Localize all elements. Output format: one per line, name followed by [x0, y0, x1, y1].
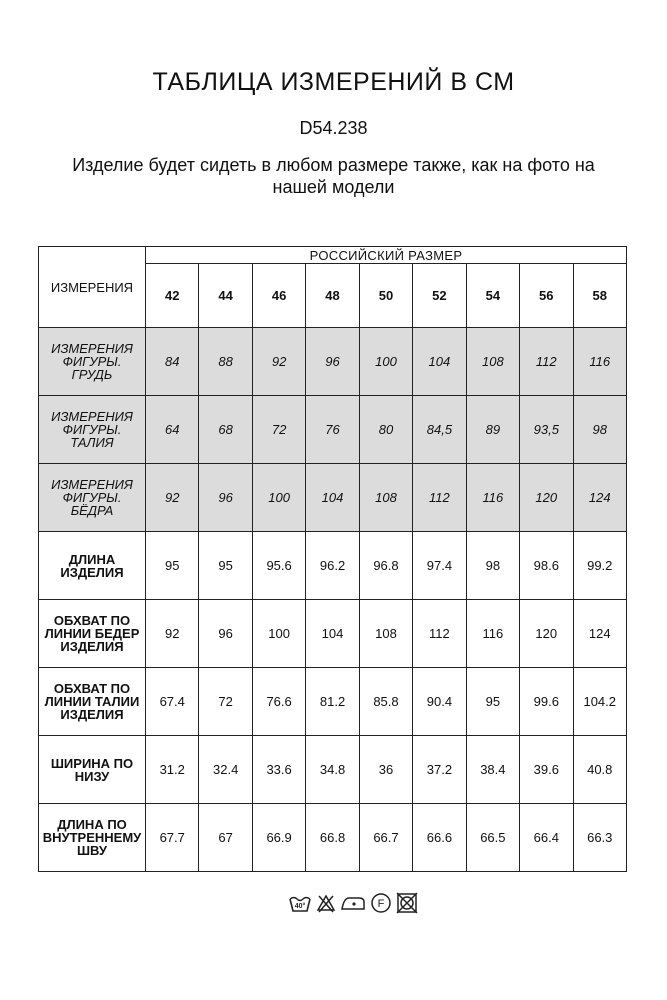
table-cell: 66.5	[466, 804, 519, 872]
table-cell: 67.4	[146, 668, 199, 736]
table-cell: 96	[199, 600, 252, 668]
table-cell: 72	[252, 396, 305, 464]
table-cell: 76.6	[252, 668, 305, 736]
measurements-header: ИЗМЕРЕНИЯ	[39, 247, 146, 328]
table-cell: 67	[199, 804, 252, 872]
table-cell: 120	[520, 600, 573, 668]
table-cell: 72	[199, 668, 252, 736]
table-cell: 31.2	[146, 736, 199, 804]
table-row	[39, 804, 627, 872]
row-label: ИЗМЕРЕНИЯ ФИГУРЫ. ТАЛИЯ	[39, 396, 146, 464]
table-cell: 100	[252, 600, 305, 668]
table-cell: 66.6	[413, 804, 466, 872]
dry-clean-f-icon	[370, 892, 392, 919]
table-cell: 116	[466, 600, 519, 668]
article-code: D54.238	[299, 118, 368, 138]
table-row	[39, 328, 627, 396]
table-cell: 95	[146, 532, 199, 600]
table-cell: 112	[413, 600, 466, 668]
table-cell: 67.7	[146, 804, 199, 872]
table-cell: 95	[199, 532, 252, 600]
table-cell: 104	[413, 328, 466, 396]
svg-text:40°: 40°	[294, 902, 306, 910]
table-cell: 124	[573, 464, 627, 532]
do-not-bleach-icon	[316, 893, 336, 918]
row-label: ШИРИНА ПО НИЗУ	[39, 736, 146, 804]
table-cell: 96.2	[306, 532, 359, 600]
size-column-header: 52	[413, 264, 466, 328]
page-title: ТАБЛИЦА ИЗМЕРЕНИЙ В СМ	[152, 68, 515, 96]
table-cell: 66.4	[520, 804, 573, 872]
table-cell: 124	[573, 600, 627, 668]
table-cell: 66.8	[306, 804, 359, 872]
table-cell: 36	[359, 736, 412, 804]
table-cell: 99.2	[573, 532, 627, 600]
table-cell: 32.4	[199, 736, 252, 804]
table-cell: 68	[199, 396, 252, 464]
table-cell: 81.2	[306, 668, 359, 736]
table-row	[39, 600, 627, 668]
svg-text:F: F	[377, 897, 385, 910]
row-label: ДЛИНА ПО ВНУТРЕННЕМУ ШВУ	[39, 804, 146, 872]
table-cell: 93,5	[520, 396, 573, 464]
table-cell: 38.4	[466, 736, 519, 804]
table-row	[39, 532, 627, 600]
table-cell: 108	[359, 600, 412, 668]
size-column-header: 44	[199, 264, 252, 328]
table-row	[39, 464, 627, 532]
table-cell: 34.8	[306, 736, 359, 804]
table-cell: 108	[359, 464, 412, 532]
table-cell: 66.9	[252, 804, 305, 872]
row-label: ОБХВАТ ПО ЛИНИИ ТАЛИИ ИЗДЕЛИЯ	[39, 668, 146, 736]
row-label: ИЗМЕРЕНИЯ ФИГУРЫ. БЁДРА	[39, 464, 146, 532]
row-label: ОБХВАТ ПО ЛИНИИ БЕДЕР ИЗДЕЛИЯ	[39, 600, 146, 668]
size-column-header: 46	[252, 264, 305, 328]
table-cell: 84	[146, 328, 199, 396]
table-cell: 96	[306, 328, 359, 396]
table-cell: 95	[466, 668, 519, 736]
row-label: ИЗМЕРЕНИЯ ФИГУРЫ. ГРУДЬ	[39, 328, 146, 396]
size-column-header: 54	[466, 264, 519, 328]
table-cell: 96.8	[359, 532, 412, 600]
table-cell: 112	[520, 328, 573, 396]
table-cell: 120	[520, 464, 573, 532]
row-label: ДЛИНА ИЗДЕЛИЯ	[39, 532, 146, 600]
table-cell: 66.7	[359, 804, 412, 872]
table-row	[39, 736, 627, 804]
table-cell: 40.8	[573, 736, 627, 804]
table-cell: 104.2	[573, 668, 627, 736]
size-column-header: 48	[306, 264, 359, 328]
table-cell: 92	[252, 328, 305, 396]
table-cell: 37.2	[413, 736, 466, 804]
table-cell: 66.3	[573, 804, 627, 872]
iron-low-icon	[340, 893, 366, 918]
table-cell: 88	[199, 328, 252, 396]
table-cell: 97.4	[413, 532, 466, 600]
table-cell: 108	[466, 328, 519, 396]
table-cell: 99.6	[520, 668, 573, 736]
table-cell: 95.6	[252, 532, 305, 600]
table-cell: 98	[573, 396, 627, 464]
table-cell: 85.8	[359, 668, 412, 736]
size-column-header: 56	[520, 264, 573, 328]
do-not-tumble-dry-icon	[396, 892, 418, 919]
fit-note: Изделие будет сидеть в любом размере также, как на фото на нашей модели	[72, 155, 595, 197]
table-cell: 112	[413, 464, 466, 532]
table-cell: 80	[359, 396, 412, 464]
table-cell: 116	[573, 328, 627, 396]
russian-size-header: РОССИЙСКИЙ РАЗМЕР	[146, 247, 627, 264]
table-cell: 104	[306, 600, 359, 668]
table-cell: 100	[252, 464, 305, 532]
table-cell: 100	[359, 328, 412, 396]
table-cell: 64	[146, 396, 199, 464]
table-row	[39, 396, 627, 464]
table-cell: 92	[146, 600, 199, 668]
care-symbols	[288, 890, 418, 920]
table-cell: 33.6	[252, 736, 305, 804]
table-cell: 104	[306, 464, 359, 532]
table-cell: 98	[466, 532, 519, 600]
table-cell: 92	[146, 464, 199, 532]
table-cell: 96	[199, 464, 252, 532]
size-table	[38, 246, 627, 872]
table-cell: 89	[466, 396, 519, 464]
table-cell: 116	[466, 464, 519, 532]
table-row	[39, 668, 627, 736]
size-column-header: 58	[573, 264, 627, 328]
table-cell: 39.6	[520, 736, 573, 804]
size-column-header: 50	[359, 264, 412, 328]
table-cell: 76	[306, 396, 359, 464]
size-column-header: 42	[146, 264, 199, 328]
table-cell: 84,5	[413, 396, 466, 464]
wash-40-icon	[288, 893, 312, 918]
table-cell: 98.6	[520, 532, 573, 600]
table-cell: 90.4	[413, 668, 466, 736]
